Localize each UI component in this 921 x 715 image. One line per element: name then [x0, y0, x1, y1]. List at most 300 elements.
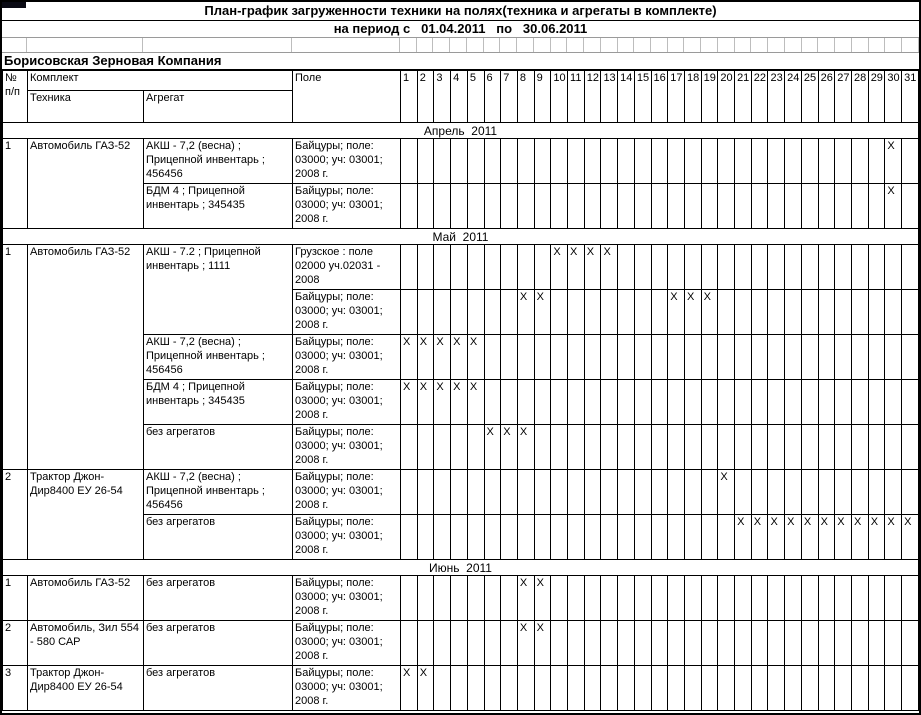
- grid-cell: [768, 38, 785, 52]
- day-cell: [634, 139, 651, 184]
- schedule-row: [3, 621, 919, 666]
- day-cell: [534, 139, 551, 184]
- day-cell: [651, 425, 668, 470]
- field-cell: Байцуры; поле: 03000; уч: 03001; 2008 г.: [293, 380, 401, 425]
- day-cell: [718, 425, 735, 470]
- day-cell: [668, 425, 685, 470]
- day-cell: [467, 184, 484, 229]
- grid-cell: [400, 38, 417, 52]
- day-cell: [451, 666, 468, 711]
- day-header-cell: 13: [601, 71, 618, 123]
- day-cell: [618, 184, 635, 229]
- day-cell: [618, 621, 635, 666]
- day-cell: [451, 621, 468, 666]
- agregat-cell: без агрегатов: [144, 666, 293, 711]
- day-cell: [684, 576, 701, 621]
- day-mark-cell: X: [434, 335, 451, 380]
- day-mark-cell: X: [417, 335, 434, 380]
- day-cell: [517, 515, 534, 560]
- day-cell: [451, 184, 468, 229]
- day-header-cell: 4: [451, 71, 468, 123]
- day-cell: [885, 621, 902, 666]
- day-mark-cell: X: [517, 621, 534, 666]
- day-cell: [634, 184, 651, 229]
- day-cell: [634, 621, 651, 666]
- day-cell: [785, 621, 802, 666]
- grid-cell: [2, 38, 27, 52]
- day-cell: [701, 184, 718, 229]
- day-cell: [735, 470, 752, 515]
- day-cell: [618, 425, 635, 470]
- month-section-label: Май 2011: [3, 229, 919, 245]
- day-cell: [517, 666, 534, 711]
- day-cell: [718, 290, 735, 335]
- day-cell: [401, 515, 418, 560]
- grid-cell: [517, 38, 534, 52]
- day-cell: [634, 576, 651, 621]
- day-mark-cell: X: [401, 380, 418, 425]
- day-cell: [801, 245, 818, 290]
- day-cell: [818, 666, 835, 711]
- day-cell: [584, 666, 601, 711]
- day-cell: [568, 139, 585, 184]
- day-mark-cell: X: [818, 515, 835, 560]
- day-cell: [735, 621, 752, 666]
- day-cell: [568, 425, 585, 470]
- day-cell: [501, 245, 518, 290]
- col-header-agregat: Агрегат: [144, 91, 293, 123]
- day-cell: [618, 139, 635, 184]
- day-cell: [534, 666, 551, 711]
- corner-marker: [2, 2, 26, 8]
- day-cell: [467, 139, 484, 184]
- grid-cell: [802, 38, 819, 52]
- day-mark-cell: X: [701, 290, 718, 335]
- day-cell: [684, 245, 701, 290]
- day-cell: [818, 576, 835, 621]
- day-cell: [684, 139, 701, 184]
- day-mark-cell: X: [534, 290, 551, 335]
- grid-cell: [500, 38, 517, 52]
- day-header-cell: 8: [517, 71, 534, 123]
- day-cell: [835, 380, 852, 425]
- day-cell: [768, 245, 785, 290]
- day-cell: [801, 380, 818, 425]
- day-cell: [651, 335, 668, 380]
- day-cell: [851, 335, 868, 380]
- day-cell: [451, 425, 468, 470]
- day-cell: [835, 621, 852, 666]
- schedule-row: [3, 245, 919, 290]
- day-cell: [601, 184, 618, 229]
- day-cell: [484, 470, 501, 515]
- day-cell: [601, 621, 618, 666]
- day-cell: [902, 335, 919, 380]
- day-cell: [618, 380, 635, 425]
- day-header-cell: 1: [401, 71, 418, 123]
- day-cell: [768, 621, 785, 666]
- row-num-cell: 2: [3, 621, 28, 666]
- day-mark-cell: X: [718, 470, 735, 515]
- day-header-cell: 27: [835, 71, 852, 123]
- day-cell: [451, 245, 468, 290]
- day-cell: [417, 470, 434, 515]
- day-cell: [501, 621, 518, 666]
- day-cell: [434, 184, 451, 229]
- day-cell: [568, 576, 585, 621]
- day-header-cell: 26: [818, 71, 835, 123]
- day-cell: [902, 470, 919, 515]
- day-cell: [501, 470, 518, 515]
- day-cell: [835, 139, 852, 184]
- day-cell: [601, 290, 618, 335]
- day-cell: [401, 245, 418, 290]
- day-cell: [484, 139, 501, 184]
- grid-cell: [684, 38, 701, 52]
- schedule-table: [2, 70, 919, 711]
- day-header-cell: 19: [701, 71, 718, 123]
- day-cell: [885, 335, 902, 380]
- day-header-cell: 16: [651, 71, 668, 123]
- day-cell: [718, 335, 735, 380]
- day-mark-cell: X: [684, 290, 701, 335]
- day-cell: [801, 335, 818, 380]
- day-cell: [684, 621, 701, 666]
- day-cell: [718, 515, 735, 560]
- day-cell: [568, 184, 585, 229]
- field-cell: Байцуры; поле: 03000; уч: 03001; 2008 г.: [293, 576, 401, 621]
- day-cell: [785, 470, 802, 515]
- day-cell: [701, 335, 718, 380]
- grid-cell: [143, 38, 292, 52]
- day-cell: [718, 621, 735, 666]
- report-period: на период с 01.04.2011 по 30.06.2011: [2, 21, 919, 38]
- day-cell: [668, 576, 685, 621]
- day-mark-cell: X: [517, 425, 534, 470]
- day-header-cell: 12: [584, 71, 601, 123]
- day-cell: [467, 470, 484, 515]
- day-cell: [768, 335, 785, 380]
- day-cell: [868, 666, 885, 711]
- day-mark-cell: X: [885, 184, 902, 229]
- grid-cell: [584, 38, 601, 52]
- day-header-cell: 11: [568, 71, 585, 123]
- day-cell: [534, 184, 551, 229]
- tech-cell: Автомобиль ГАЗ-52: [28, 576, 144, 621]
- day-header-cell: 23: [768, 71, 785, 123]
- field-cell: Байцуры; поле: 03000; уч: 03001; 2008 г.: [293, 139, 401, 184]
- day-cell: [801, 290, 818, 335]
- grid-cell: [869, 38, 886, 52]
- day-mark-cell: X: [417, 666, 434, 711]
- day-cell: [651, 139, 668, 184]
- day-cell: [818, 335, 835, 380]
- day-cell: [735, 380, 752, 425]
- day-cell: [517, 184, 534, 229]
- grid-cell: [27, 38, 143, 52]
- tech-cell: Трактор Джон-Дир8400 ЕУ 26-54: [28, 666, 144, 711]
- grid-cell: [417, 38, 434, 52]
- day-cell: [568, 290, 585, 335]
- day-cell: [902, 576, 919, 621]
- day-cell: [584, 621, 601, 666]
- day-cell: [467, 515, 484, 560]
- agregat-cell: БДМ 4 ; Прицепной инвентарь ; 345435: [144, 380, 293, 425]
- day-header-cell: 10: [551, 71, 568, 123]
- day-cell: [634, 666, 651, 711]
- day-mark-cell: X: [517, 576, 534, 621]
- day-cell: [818, 139, 835, 184]
- day-mark-cell: X: [735, 515, 752, 560]
- day-cell: [768, 470, 785, 515]
- grid-cell: [718, 38, 735, 52]
- day-cell: [534, 425, 551, 470]
- day-cell: [451, 470, 468, 515]
- day-cell: [434, 515, 451, 560]
- day-cell: [885, 470, 902, 515]
- day-mark-cell: X: [835, 515, 852, 560]
- day-mark-cell: X: [601, 245, 618, 290]
- day-mark-cell: X: [467, 380, 484, 425]
- day-cell: [467, 290, 484, 335]
- day-cell: [584, 335, 601, 380]
- day-cell: [851, 245, 868, 290]
- tech-cell: Трактор Джон-Дир8400 ЕУ 26-54: [28, 470, 144, 560]
- schedule-table-body: [3, 123, 919, 711]
- day-cell: [701, 245, 718, 290]
- field-cell: Байцуры; поле: 03000; уч: 03001; 2008 г.: [293, 290, 401, 335]
- day-cell: [551, 335, 568, 380]
- grid-cell: [902, 38, 919, 52]
- day-cell: [517, 380, 534, 425]
- day-mark-cell: X: [451, 380, 468, 425]
- grid-cell: [467, 38, 484, 52]
- day-cell: [484, 666, 501, 711]
- day-cell: [768, 380, 785, 425]
- day-mark-cell: X: [534, 576, 551, 621]
- day-cell: [868, 576, 885, 621]
- day-cell: [651, 621, 668, 666]
- day-cell: [868, 470, 885, 515]
- day-mark-cell: X: [785, 515, 802, 560]
- row-num-cell: 1: [3, 576, 28, 621]
- day-cell: [801, 139, 818, 184]
- day-cell: [451, 139, 468, 184]
- field-cell: Байцуры; поле: 03000; уч: 03001; 2008 г.: [293, 184, 401, 229]
- col-header-tech: Техника: [28, 91, 144, 123]
- day-cell: [818, 621, 835, 666]
- day-cell: [751, 666, 768, 711]
- grid-cell: [818, 38, 835, 52]
- day-cell: [534, 245, 551, 290]
- grid-cell: [551, 38, 568, 52]
- schedule-row: [3, 666, 919, 711]
- day-cell: [835, 184, 852, 229]
- grid-cell: [852, 38, 869, 52]
- day-cell: [551, 184, 568, 229]
- field-cell: Байцуры; поле: 03000; уч: 03001; 2008 г.: [293, 666, 401, 711]
- day-cell: [718, 666, 735, 711]
- report-title: План-график загруженности техники на полях(техника и агрегаты в комплекте): [2, 2, 919, 21]
- day-cell: [484, 515, 501, 560]
- day-cell: [868, 380, 885, 425]
- day-cell: [684, 470, 701, 515]
- day-cell: [451, 515, 468, 560]
- field-cell: Байцуры; поле: 03000; уч: 03001; 2008 г.: [293, 515, 401, 560]
- day-cell: [768, 666, 785, 711]
- day-cell: [417, 515, 434, 560]
- schedule-row: [3, 139, 919, 184]
- day-cell: [735, 184, 752, 229]
- day-cell: [517, 470, 534, 515]
- day-mark-cell: X: [751, 515, 768, 560]
- day-cell: [668, 380, 685, 425]
- grid-cell: [651, 38, 668, 52]
- day-cell: [668, 245, 685, 290]
- day-cell: [851, 666, 868, 711]
- day-cell: [601, 380, 618, 425]
- day-cell: [668, 666, 685, 711]
- grid-cell: [634, 38, 651, 52]
- day-header-cell: 24: [785, 71, 802, 123]
- day-cell: [735, 290, 752, 335]
- day-cell: [785, 335, 802, 380]
- day-cell: [868, 245, 885, 290]
- day-cell: [668, 335, 685, 380]
- day-cell: [417, 425, 434, 470]
- day-cell: [501, 666, 518, 711]
- day-mark-cell: X: [868, 515, 885, 560]
- day-cell: [634, 515, 651, 560]
- day-cell: [785, 184, 802, 229]
- day-cell: [584, 139, 601, 184]
- day-cell: [885, 380, 902, 425]
- day-cell: [885, 290, 902, 335]
- day-cell: [501, 515, 518, 560]
- day-header-cell: 22: [751, 71, 768, 123]
- day-cell: [768, 576, 785, 621]
- day-cell: [417, 621, 434, 666]
- day-cell: [768, 290, 785, 335]
- day-cell: [701, 621, 718, 666]
- day-cell: [818, 184, 835, 229]
- day-cell: [868, 621, 885, 666]
- grid-cell: [567, 38, 584, 52]
- day-cell: [401, 576, 418, 621]
- day-cell: [851, 425, 868, 470]
- day-cell: [851, 290, 868, 335]
- day-cell: [568, 621, 585, 666]
- tech-cell: Автомобиль ГАЗ-52: [28, 245, 144, 470]
- day-cell: [467, 621, 484, 666]
- day-cell: [501, 380, 518, 425]
- tech-cell: Автомобиль, Зил 554 - 580 САР: [28, 621, 144, 666]
- day-mark-cell: X: [668, 290, 685, 335]
- month-section-label: Апрель 2011: [3, 123, 919, 139]
- day-cell: [684, 425, 701, 470]
- day-cell: [735, 245, 752, 290]
- day-mark-cell: X: [401, 335, 418, 380]
- day-cell: [584, 576, 601, 621]
- day-cell: [484, 621, 501, 666]
- day-cell: [751, 245, 768, 290]
- day-cell: [818, 290, 835, 335]
- day-cell: [835, 290, 852, 335]
- day-cell: [417, 290, 434, 335]
- day-cell: [735, 335, 752, 380]
- day-header-cell: 20: [718, 71, 735, 123]
- day-header-cell: 28: [851, 71, 868, 123]
- day-cell: [684, 515, 701, 560]
- day-cell: [534, 470, 551, 515]
- day-cell: [551, 380, 568, 425]
- day-cell: [751, 425, 768, 470]
- day-cell: [601, 470, 618, 515]
- day-mark-cell: X: [484, 425, 501, 470]
- day-mark-cell: X: [902, 515, 919, 560]
- day-cell: [601, 515, 618, 560]
- day-cell: [851, 139, 868, 184]
- day-cell: [785, 245, 802, 290]
- day-mark-cell: X: [568, 245, 585, 290]
- day-cell: [801, 425, 818, 470]
- day-cell: [568, 515, 585, 560]
- day-cell: [718, 380, 735, 425]
- day-cell: [434, 470, 451, 515]
- day-cell: [684, 184, 701, 229]
- day-cell: [401, 621, 418, 666]
- day-cell: [785, 380, 802, 425]
- day-cell: [835, 470, 852, 515]
- day-cell: [501, 184, 518, 229]
- day-cell: [634, 470, 651, 515]
- day-header-cell: 14: [618, 71, 635, 123]
- day-cell: [785, 666, 802, 711]
- company-name: Борисовская Зерновая Компания: [2, 53, 919, 70]
- day-cell: [634, 380, 651, 425]
- day-cell: [417, 245, 434, 290]
- day-cell: [818, 470, 835, 515]
- day-cell: [651, 666, 668, 711]
- day-cell: [484, 245, 501, 290]
- day-cell: [601, 666, 618, 711]
- day-cell: [484, 335, 501, 380]
- day-cell: [684, 380, 701, 425]
- schedule-row: [3, 470, 919, 515]
- day-cell: [785, 576, 802, 621]
- day-cell: [584, 290, 601, 335]
- day-cell: [735, 666, 752, 711]
- day-cell: [651, 184, 668, 229]
- agregat-cell: АКШ - 7,2 (весна) ; Прицепной инвентарь ; 456456: [144, 139, 293, 184]
- day-cell: [801, 576, 818, 621]
- col-header-komplekt: Комплект: [28, 71, 293, 91]
- day-cell: [401, 290, 418, 335]
- day-header-cell: 3: [434, 71, 451, 123]
- day-cell: [401, 470, 418, 515]
- day-cell: [651, 290, 668, 335]
- agregat-cell: АКШ - 7,2 (весна) ; Прицепной инвентарь ; 456456: [144, 335, 293, 380]
- day-mark-cell: X: [451, 335, 468, 380]
- day-cell: [618, 335, 635, 380]
- day-mark-cell: X: [584, 245, 601, 290]
- grid-cell: [668, 38, 685, 52]
- day-cell: [401, 425, 418, 470]
- day-cell: [668, 621, 685, 666]
- day-cell: [467, 576, 484, 621]
- day-cell: [751, 184, 768, 229]
- col-header-field: Поле: [293, 71, 401, 123]
